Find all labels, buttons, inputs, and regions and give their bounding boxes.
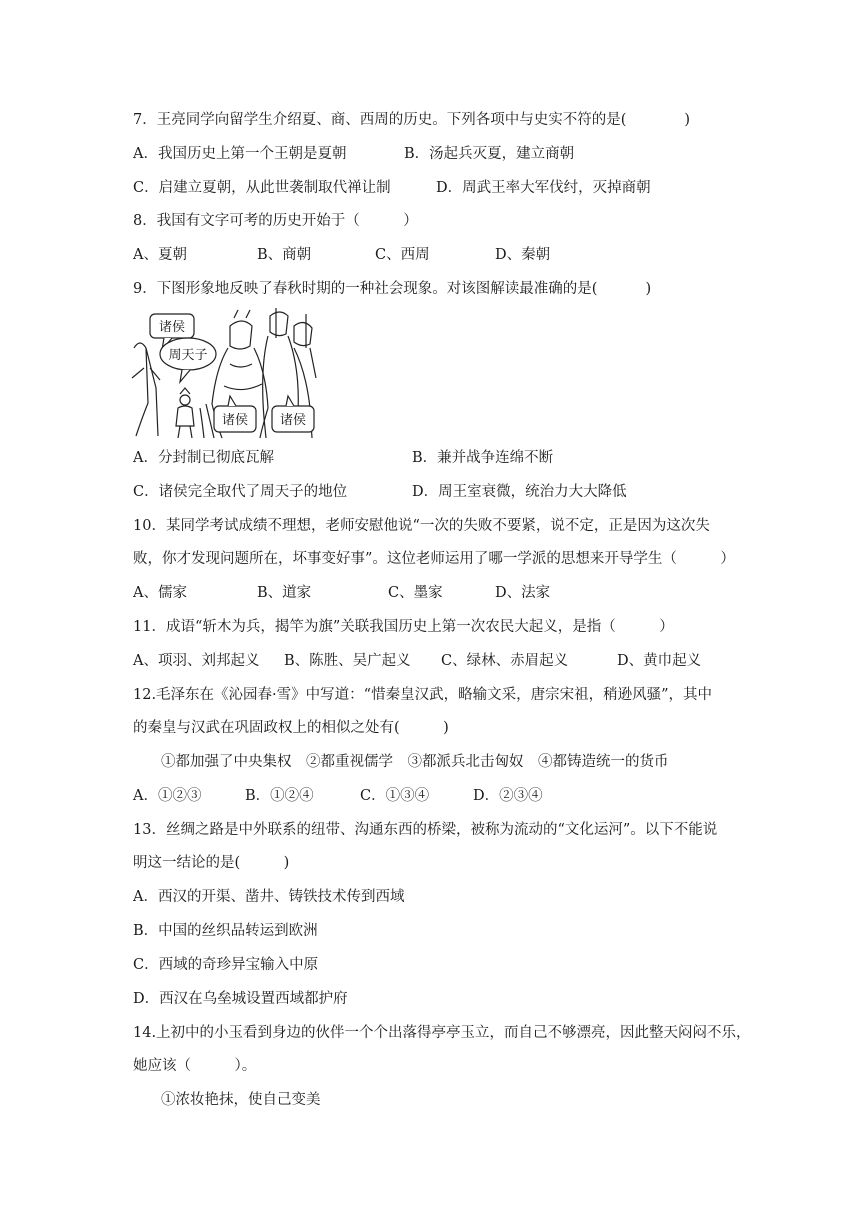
q9-cartoon-figure bbox=[130, 308, 318, 440]
bubble-label-zhoutianzi: 周天子 bbox=[168, 348, 208, 363]
q7-option-b: B．汤起兵灭夏，建立商朝 bbox=[404, 146, 575, 162]
q7-option-d: D．周武王率大军伐纣，灭掉商朝 bbox=[436, 180, 651, 196]
q12-option-c: C．①③④ bbox=[360, 788, 430, 804]
q8-option-c: C、西周 bbox=[375, 247, 430, 263]
q7-option-a: A．我国历史上第一个王朝是夏朝 bbox=[133, 146, 347, 162]
q7-option-c: C．启建立夏朝，从此世袭制取代禅让制 bbox=[133, 180, 391, 196]
bubble-label-zhuhou-3: 诸侯 bbox=[279, 413, 307, 428]
q10-option-b: B、道家 bbox=[257, 585, 312, 601]
q13-stem-line2: 明这一结论的是( ) bbox=[133, 855, 290, 871]
q13-option-d: D．西汉在乌垒城设置西域都护府 bbox=[133, 991, 348, 1007]
q13-stem-line1: 13．丝绸之路是中外联系的纽带、沟通东西的桥梁，被称为流动的“文化运河”。以下不能说 bbox=[133, 822, 718, 838]
q8-option-a: A、夏朝 bbox=[133, 247, 187, 263]
q12-statements: ①都加强了中央集权 ②都重视儒学 ③都派兵北击匈奴 ④都铸造统一的货币 bbox=[161, 754, 669, 770]
q13-option-c: C．西域的奇珍异宝输入中原 bbox=[133, 957, 319, 973]
q10-stem-line1: 10．某同学考试成绩不理想，老师安慰他说“一次的失败不要紧，说不定，正是因为这次失 bbox=[133, 518, 710, 534]
q12-option-a: A．①②③ bbox=[133, 788, 202, 804]
q11-option-a: A、项羽、刘邦起义 bbox=[133, 653, 260, 669]
q9-stem: 9．下图形象地反映了春秋时期的一种社会现象。对该图解读最准确的是( ) bbox=[133, 281, 652, 297]
q9-option-b: B．兼并战争连绵不断 bbox=[412, 450, 554, 466]
q14-stem-line2: 她应该（ ）。 bbox=[133, 1058, 257, 1074]
q12-option-b: B．①②④ bbox=[245, 788, 314, 804]
q14-stem-line1: 14.上初中的小玉看到身边的伙伴一个个出落得亭亭玉立，而自己不够漂亮，因此整天闷闷不乐， bbox=[133, 1025, 751, 1041]
q12-stem-line2: 的秦皇与汉武在巩固政权上的相似之处有( ) bbox=[133, 720, 449, 736]
q12-stem-line1: 12.毛泽东在《沁园春·雪》中写道：“惜秦皇汉武，略输文采，唐宗宋祖，稍逊风骚”，其中 bbox=[133, 687, 712, 703]
q11-option-b: B、陈胜、吴广起义 bbox=[284, 653, 411, 669]
q7-stem: 7．王亮同学向留学生介绍夏、商、西周的历史。下列各项中与史实不符的是( ) bbox=[133, 112, 691, 128]
q9-option-d: D．周王室衰微，统治力大大降低 bbox=[412, 484, 627, 500]
q10-option-a: A、儒家 bbox=[133, 585, 187, 601]
q13-option-b: B．中国的丝织品转运到欧洲 bbox=[133, 923, 318, 939]
bubble-label-zhuhou-1: 诸侯 bbox=[158, 320, 186, 335]
q11-stem: 11．成语“斩木为兵，揭竿为旗”关联我国历史上第一次农民大起义，是指（ ） bbox=[133, 619, 674, 635]
q13-option-a: A．西汉的开渠、凿井、铸铁技术传到西域 bbox=[133, 889, 405, 905]
cartoon-illustration bbox=[130, 308, 318, 440]
q10-stem-line2: 败，你才发现问题所在，坏事变好事”。这位老师运用了哪一学派的思想来开导学生（ ） bbox=[133, 551, 735, 567]
q8-option-b: B、商朝 bbox=[257, 247, 312, 263]
q8-stem: 8．我国有文字可考的历史开始于（ ） bbox=[133, 213, 418, 229]
bubble-label-zhuhou-2: 诸侯 bbox=[221, 413, 249, 428]
q9-option-c: C．诸侯完全取代了周天子的地位 bbox=[133, 484, 348, 500]
q9-option-a: A．分封制已彻底瓦解 bbox=[133, 450, 274, 466]
q10-option-c: C、墨家 bbox=[388, 585, 443, 601]
q14-statement-1: ①浓妆艳抹，使自己变美 bbox=[161, 1092, 321, 1108]
q12-option-d: D．②③④ bbox=[473, 788, 543, 804]
q8-option-d: D、秦朝 bbox=[495, 247, 551, 263]
q10-option-d: D、法家 bbox=[495, 585, 551, 601]
q11-option-c: C、绿林、赤眉起义 bbox=[441, 653, 569, 669]
q11-option-d: D、黄巾起义 bbox=[617, 653, 702, 669]
